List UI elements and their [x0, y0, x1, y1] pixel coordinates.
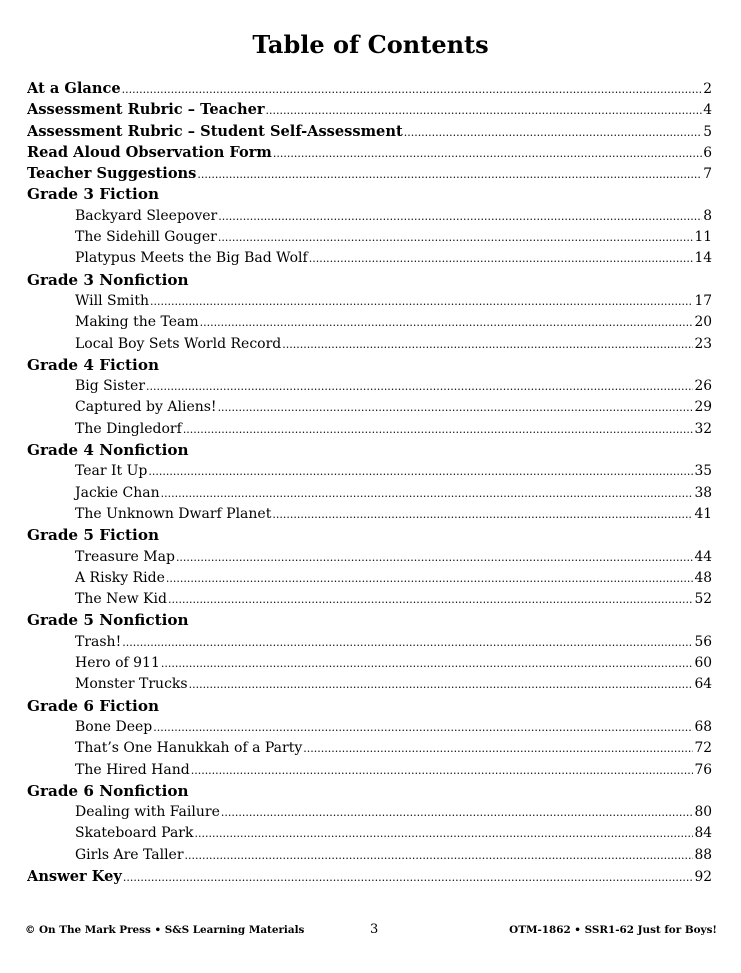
toc-entry	[27, 717, 712, 738]
toc-entry	[27, 99, 712, 120]
toc-entry-label: Skateboard Park	[75, 825, 194, 842]
toc-entry-page: 26	[694, 378, 712, 395]
toc-entry	[27, 504, 712, 525]
toc-entry-label: Treasure Map	[75, 548, 175, 565]
toc-entry-label: Captured by Aliens!	[75, 399, 217, 416]
dot-leader	[197, 164, 702, 184]
toc-entry-page: 8	[703, 207, 712, 224]
toc-entry	[27, 461, 712, 482]
dot-leader	[282, 334, 693, 355]
toc-entry	[27, 802, 712, 823]
dot-leader	[148, 461, 693, 482]
toc-entry	[27, 312, 712, 333]
toc-entry-page: 92	[694, 868, 712, 885]
toc-entry-page: 56	[694, 633, 712, 650]
toc-entry-page: 72	[694, 740, 712, 757]
toc-entry-label: Big Sister	[75, 378, 146, 395]
toc-section-heading	[27, 440, 712, 461]
toc-entry-label: Platypus Meets the Big Bad Wolf	[75, 250, 308, 267]
toc-entry	[27, 760, 712, 781]
toc-section-heading	[27, 270, 712, 291]
toc-entry-page: 32	[694, 420, 712, 437]
toc-entry-label: Backyard Sleepover	[75, 207, 218, 224]
toc-entry-label: The Unknown Dwarf Planet	[75, 505, 272, 522]
toc-entry-label: Teacher Suggestions	[27, 165, 197, 183]
toc-section-heading	[27, 184, 712, 205]
toc-entry-page: 80	[694, 804, 712, 821]
dot-leader	[218, 227, 694, 248]
toc-entry-label: The Dingledorf	[75, 420, 182, 437]
dot-leader	[218, 206, 702, 227]
toc-entry	[27, 121, 712, 142]
toc-entry	[27, 334, 712, 355]
toc-entry-label: The Sidehill Gouger	[75, 229, 217, 246]
toc-entry-label: Assessment Rubric – Teacher	[27, 101, 265, 119]
toc-entry-label: The New Kid	[75, 591, 167, 608]
dot-leader	[150, 291, 693, 312]
toc-entry	[27, 589, 712, 610]
toc-entry	[27, 248, 712, 269]
toc-entry	[27, 397, 712, 418]
dot-leader	[404, 122, 703, 142]
dot-leader	[161, 483, 694, 504]
dot-leader	[166, 568, 694, 589]
toc-entry	[27, 291, 712, 312]
toc-entry-label: Dealing with Failure	[75, 804, 220, 821]
toc-entry-page: 20	[694, 314, 712, 331]
toc-entry-page: 17	[694, 292, 712, 309]
toc-entry-page: 84	[694, 825, 712, 842]
dot-leader	[200, 312, 694, 333]
toc-entry	[27, 674, 712, 695]
dot-leader	[168, 589, 693, 610]
dot-leader	[122, 79, 703, 99]
toc-entry-label: Monster Trucks	[75, 676, 188, 693]
page-title: Table of Contents	[252, 30, 489, 59]
toc-entry-label: Grade 5 Nonfiction	[27, 611, 189, 630]
toc-section-heading	[27, 525, 712, 546]
toc-entry-page: 38	[694, 484, 712, 501]
toc-entry-page: 2	[703, 81, 712, 97]
toc-entry-page: 7	[703, 166, 712, 183]
toc-entry-page: 5	[703, 123, 712, 140]
toc-entry-page: 11	[694, 229, 712, 246]
toc-entry-page: 48	[694, 569, 712, 586]
toc-entry-page: 14	[694, 250, 712, 267]
toc-entry-page: 76	[694, 761, 712, 778]
dot-leader	[266, 100, 703, 120]
dot-leader	[191, 760, 694, 781]
dot-leader	[122, 632, 693, 653]
toc-entry-label: A Risky Ride	[75, 569, 165, 586]
toc-entry	[27, 419, 712, 440]
toc-section-heading	[27, 355, 712, 376]
toc-section-heading	[27, 696, 712, 717]
toc-section-heading	[27, 781, 712, 802]
toc-entry-page: 4	[703, 102, 712, 119]
toc-entry-page: 60	[694, 655, 712, 672]
dot-leader	[183, 419, 694, 440]
toc-entry-page: 6	[703, 144, 712, 161]
toc-entry-page: 44	[694, 548, 712, 565]
dot-leader	[146, 376, 693, 397]
toc-section-heading	[27, 610, 712, 631]
toc-entry	[27, 78, 712, 99]
toc-entry-label: Assessment Rubric – Student Self-Assessment	[27, 122, 403, 140]
toc-entry	[27, 823, 712, 844]
page-footer	[25, 922, 717, 940]
toc-entry-label: Bone Deep	[75, 718, 153, 735]
dot-leader	[189, 674, 694, 695]
toc-entry-label: Jackie Chan	[75, 484, 160, 501]
dot-leader	[221, 802, 694, 823]
toc-entry-label: Tear It Up	[75, 463, 148, 480]
dot-leader	[123, 867, 694, 887]
toc-entry-page: 64	[694, 676, 712, 693]
toc-entry-label: Girls Are Taller	[75, 846, 184, 863]
toc-entry	[27, 653, 712, 674]
toc-entry-page: 29	[694, 399, 712, 416]
dot-leader	[218, 397, 694, 418]
toc-entry-page: 68	[694, 718, 712, 735]
toc-entry-label: Grade 6 Nonfiction	[27, 781, 189, 800]
table-of-contents	[27, 78, 712, 887]
footer-publisher: © On The Mark Press • S&S Learning Materials	[25, 924, 305, 936]
toc-entry-page: 35	[694, 463, 712, 480]
toc-entry-label: Grade 4 Fiction	[27, 355, 159, 374]
dot-leader	[273, 143, 702, 163]
footer-page-number: 3	[370, 922, 379, 937]
toc-entry-label: The Hired Hand	[75, 761, 190, 778]
toc-entry-label: Trash!	[75, 633, 122, 650]
toc-entry-page: 23	[694, 335, 712, 352]
toc-entry-page: 41	[694, 505, 712, 522]
toc-entry-label: Making the Team	[75, 314, 199, 331]
dot-leader	[161, 653, 694, 674]
toc-entry	[27, 845, 712, 866]
toc-entry-label: Grade 6 Fiction	[27, 696, 159, 715]
toc-entry-label: Grade 5 Fiction	[27, 526, 159, 545]
toc-entry	[27, 142, 712, 163]
dot-leader	[309, 248, 694, 269]
toc-entry	[27, 738, 712, 759]
toc-entry-label: Local Boy Sets World Record	[75, 335, 282, 352]
toc-entry	[27, 547, 712, 568]
dot-leader	[272, 504, 693, 525]
toc-entry-page: 52	[694, 591, 712, 608]
dot-leader	[176, 547, 694, 568]
toc-entry-label: Will Smith	[75, 292, 150, 309]
toc-entry-label: At a Glance	[27, 80, 121, 97]
toc-entry-label: Grade 4 Nonfiction	[27, 441, 189, 460]
toc-entry	[27, 206, 712, 227]
dot-leader	[153, 717, 693, 738]
toc-entry-label: Hero of 911	[75, 655, 160, 672]
toc-entry	[27, 568, 712, 589]
toc-entry	[27, 866, 712, 887]
toc-entry-label: Answer Key	[27, 867, 122, 885]
toc-entry-label: Grade 3 Fiction	[27, 185, 159, 204]
dot-leader	[185, 845, 694, 866]
toc-entry	[27, 376, 712, 397]
toc-entry	[27, 632, 712, 653]
toc-entry	[27, 483, 712, 504]
toc-entry	[27, 227, 712, 248]
toc-entry-label: That’s One Hanukkah of a Party	[75, 740, 303, 757]
footer-product-code: OTM-1862 • SSR1-62 Just for Boys!	[509, 924, 717, 936]
dot-leader	[303, 738, 693, 759]
toc-entry-label: Read Aloud Observation Form	[27, 143, 272, 161]
dot-leader	[195, 823, 694, 844]
toc-entry	[27, 163, 712, 184]
toc-entry-page: 88	[694, 846, 712, 863]
toc-entry-label: Grade 3 Nonfiction	[27, 270, 189, 289]
